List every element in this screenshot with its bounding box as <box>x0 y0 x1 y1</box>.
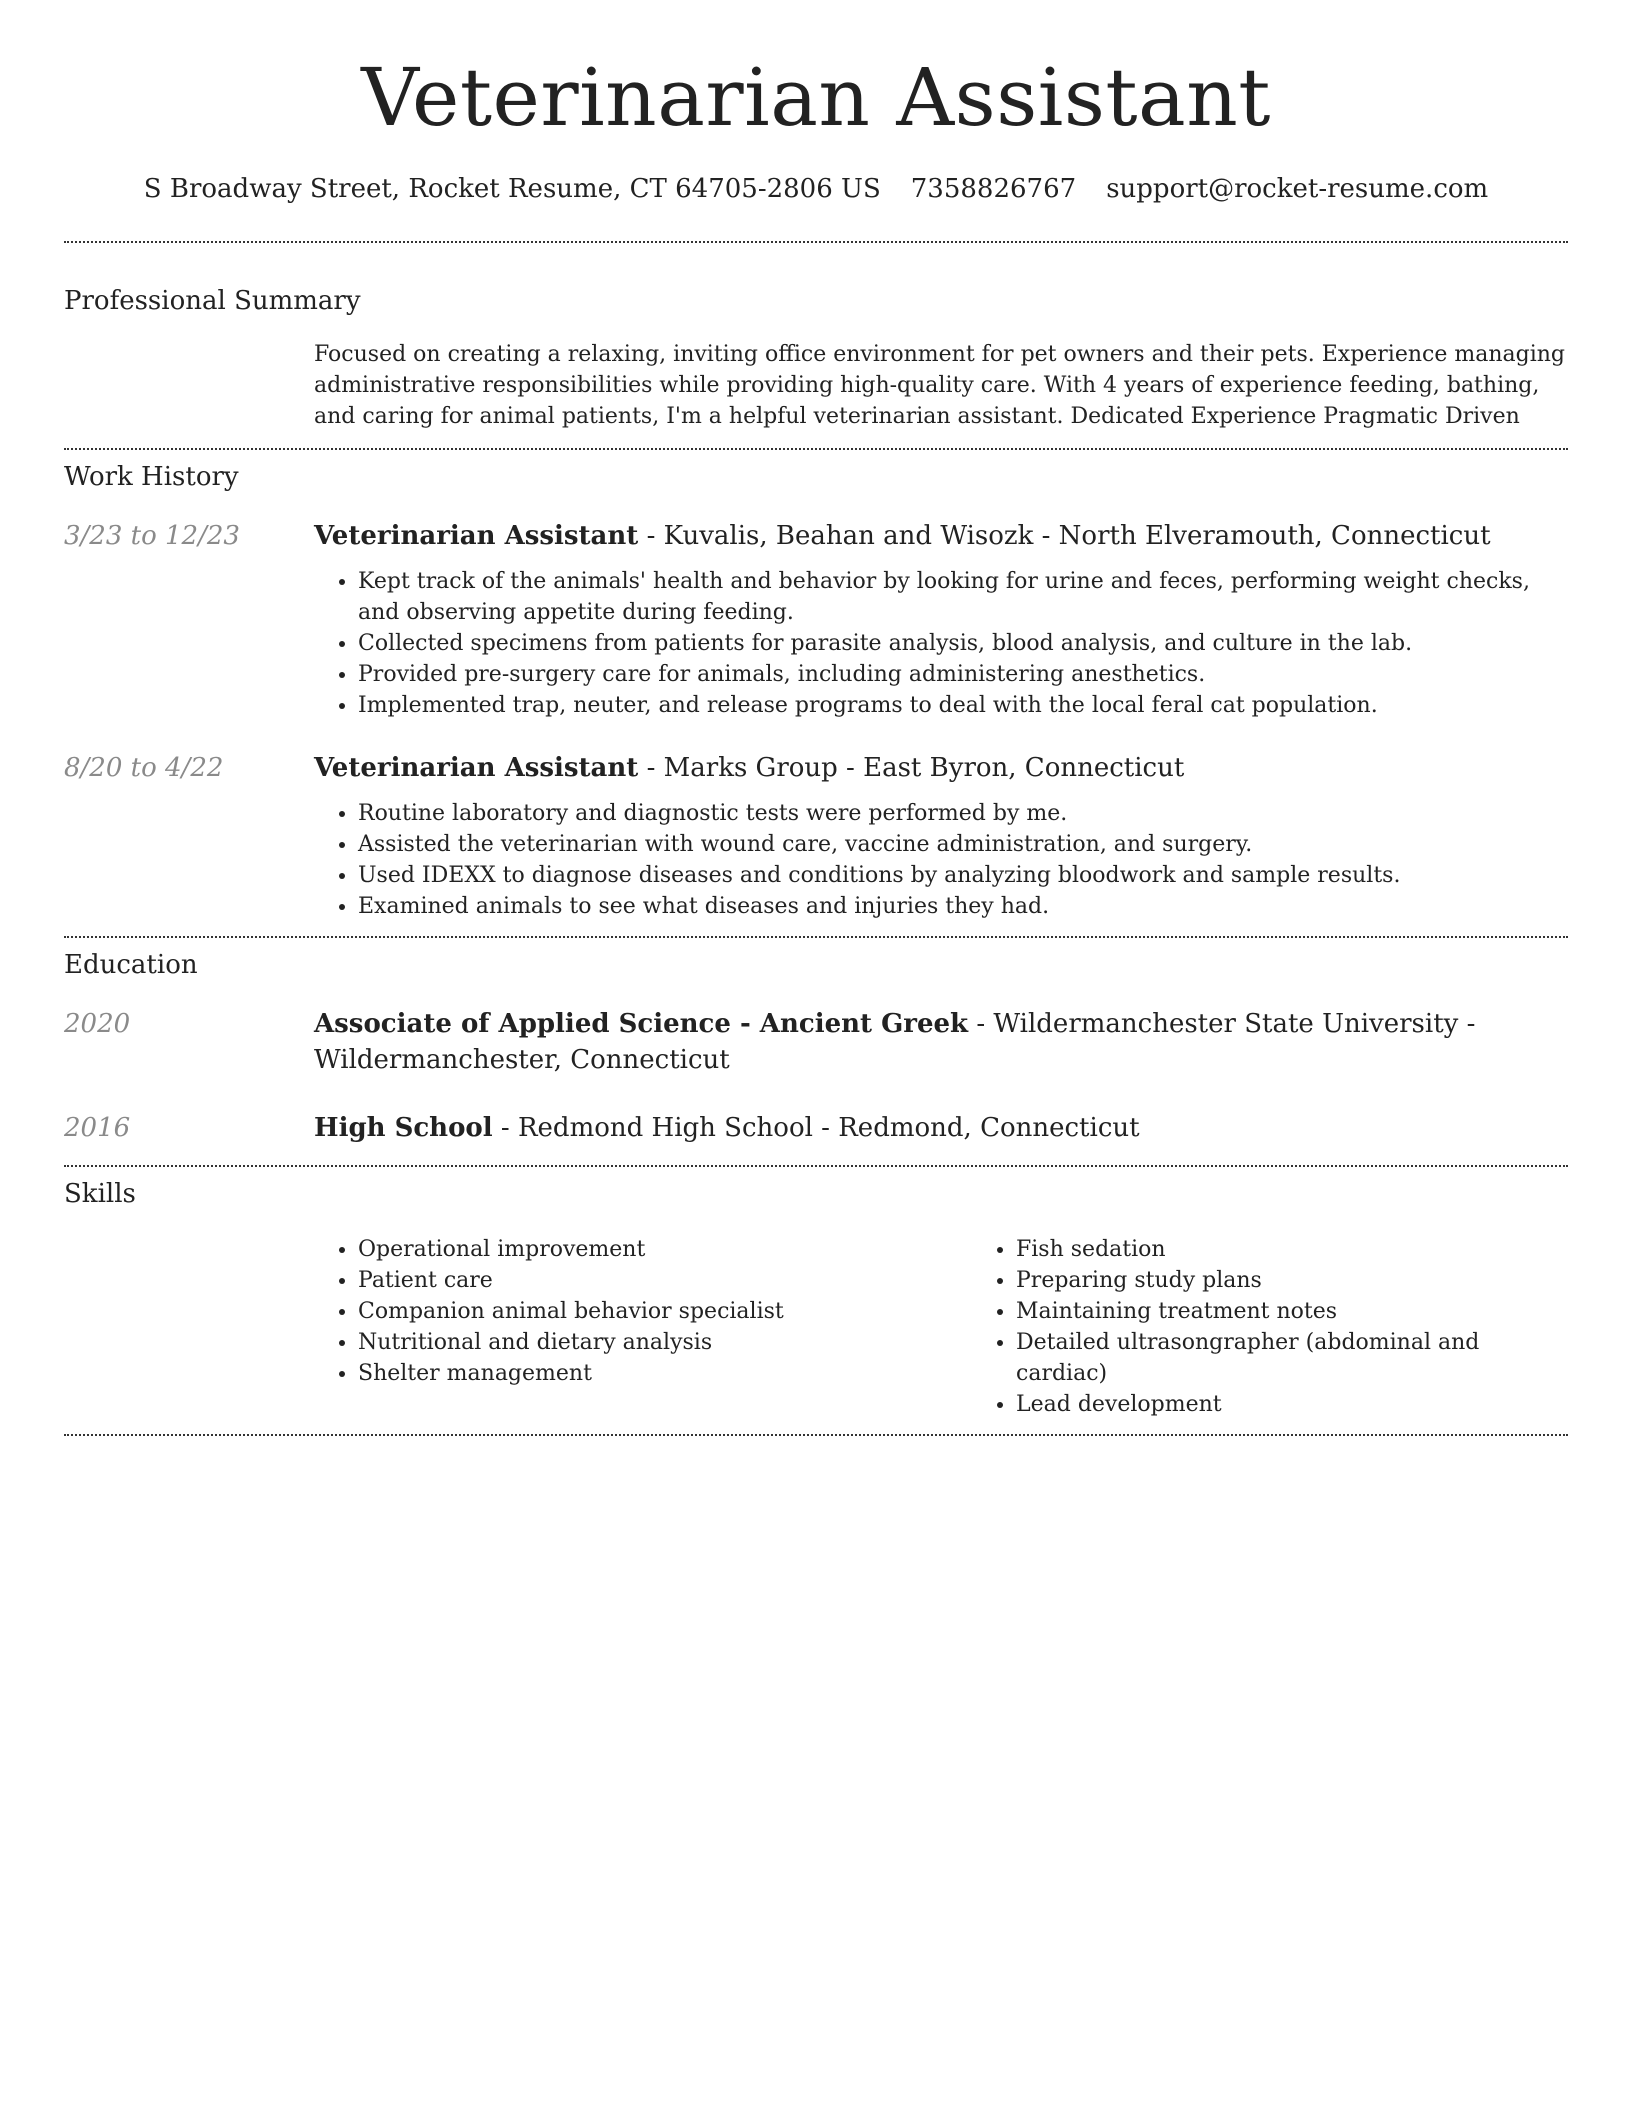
list-item: • Used IDEXX to diagnose diseases and conditions by analyzing bloodwork and sample results. <box>358 860 1568 891</box>
list-item: • Assisted the veterinarian with wound care, vaccine administration, and surgery. <box>358 829 1568 860</box>
skills-grid <box>314 1234 1568 1420</box>
education-entry <box>64 1006 1568 1078</box>
job-role: Veterinarian Assistant <box>314 521 639 551</box>
skill-item: • Operational improvement <box>358 1234 972 1265</box>
section-title-education: Education <box>64 950 198 980</box>
section-title-summary: Professional Summary <box>64 286 361 316</box>
list-item: • Implemented trap, neuter, and release programs to deal with the local feral cat population. <box>358 690 1568 721</box>
list-item: • Examined animals to see what diseases and injuries they had. <box>358 891 1568 922</box>
education-school: - Wildermanchester State University - Wildermanchester, Connecticut <box>314 1009 1476 1075</box>
summary-text: Focused on creating a relaxing, inviting office environment for pet owners and their pets. Experience managing administrative responsibilities while providing high-quality care. With 4 years of experience feeding, bathing, and caring for animal patients, I'm a helpful veterinarian assistant. Dedicated Experience Pragmatic Driven <box>314 342 1566 429</box>
education-year: 2016 <box>64 1113 131 1143</box>
education-school: - Redmond High School - Redmond, Connecticut <box>492 1113 1140 1143</box>
education-entry <box>64 1110 1568 1146</box>
section-title-skills: Skills <box>64 1179 136 1209</box>
skill-item: • Patient care <box>358 1265 972 1296</box>
education-degree: High School <box>314 1113 493 1143</box>
skills-list-right <box>972 1234 1568 1420</box>
job-heading <box>314 750 1568 786</box>
skill-item: • Maintaining treatment notes <box>1016 1296 1568 1327</box>
list-item: • Collected specimens from patients for parasite analysis, blood analysis, and culture in the lab. <box>358 628 1568 659</box>
job-entry <box>64 750 1568 922</box>
job-employer-location: - Kuvalis, Beahan and Wisozk - North Elveramouth, Connecticut <box>638 521 1491 551</box>
job-duties <box>314 566 1568 721</box>
education-heading <box>314 1006 1568 1078</box>
job-heading <box>314 518 1568 554</box>
skill-item: • Fish sedation <box>1016 1234 1568 1265</box>
candidate-name: Veterinarian Assistant <box>361 51 1271 144</box>
job-duties <box>314 798 1568 922</box>
list-item: • Kept track of the animals' health and behavior by looking for urine and feces, performing weight checks, and observing appetite during feeding. <box>358 566 1568 628</box>
work-history-section <box>64 450 1568 922</box>
job-role: Veterinarian Assistant <box>314 753 639 783</box>
contact-line <box>64 174 1568 204</box>
section-title-work: Work History <box>64 462 239 492</box>
skill-item: • Nutritional and dietary analysis <box>358 1327 972 1358</box>
education-year: 2020 <box>64 1009 131 1039</box>
summary-section <box>64 243 1568 432</box>
list-item: • Provided pre-surgery care for animals, including administering anesthetics. <box>358 659 1568 690</box>
education-degree: Associate of Applied Science - Ancient Greek <box>314 1009 969 1039</box>
contact-phone: 7358826767 <box>910 174 1077 204</box>
skill-item: • Preparing study plans <box>1016 1265 1568 1296</box>
skill-item: • Detailed ultrasongrapher (abdominal and cardiac) <box>1016 1327 1568 1389</box>
skills-section <box>64 1167 1568 1420</box>
job-employer-location: - Marks Group - East Byron, Connecticut <box>638 753 1185 783</box>
education-heading <box>314 1110 1568 1146</box>
education-section <box>64 938 1568 1146</box>
divider <box>64 1434 1568 1436</box>
skill-item: • Shelter management <box>358 1358 972 1389</box>
job-dates: 3/23 to 12/23 <box>64 521 240 551</box>
job-entry <box>64 518 1568 721</box>
skills-list-left <box>314 1234 972 1420</box>
skill-item: • Lead development <box>1016 1389 1568 1420</box>
contact-address: S Broadway Street, Rocket Resume, CT 64705-2806 US <box>143 174 881 204</box>
list-item: • Routine laboratory and diagnostic tests were performed by me. <box>358 798 1568 829</box>
contact-email: support@rocket-resume.com <box>1106 174 1489 204</box>
skill-item: • Companion animal behavior specialist <box>358 1296 972 1327</box>
job-dates: 8/20 to 4/22 <box>64 753 224 783</box>
